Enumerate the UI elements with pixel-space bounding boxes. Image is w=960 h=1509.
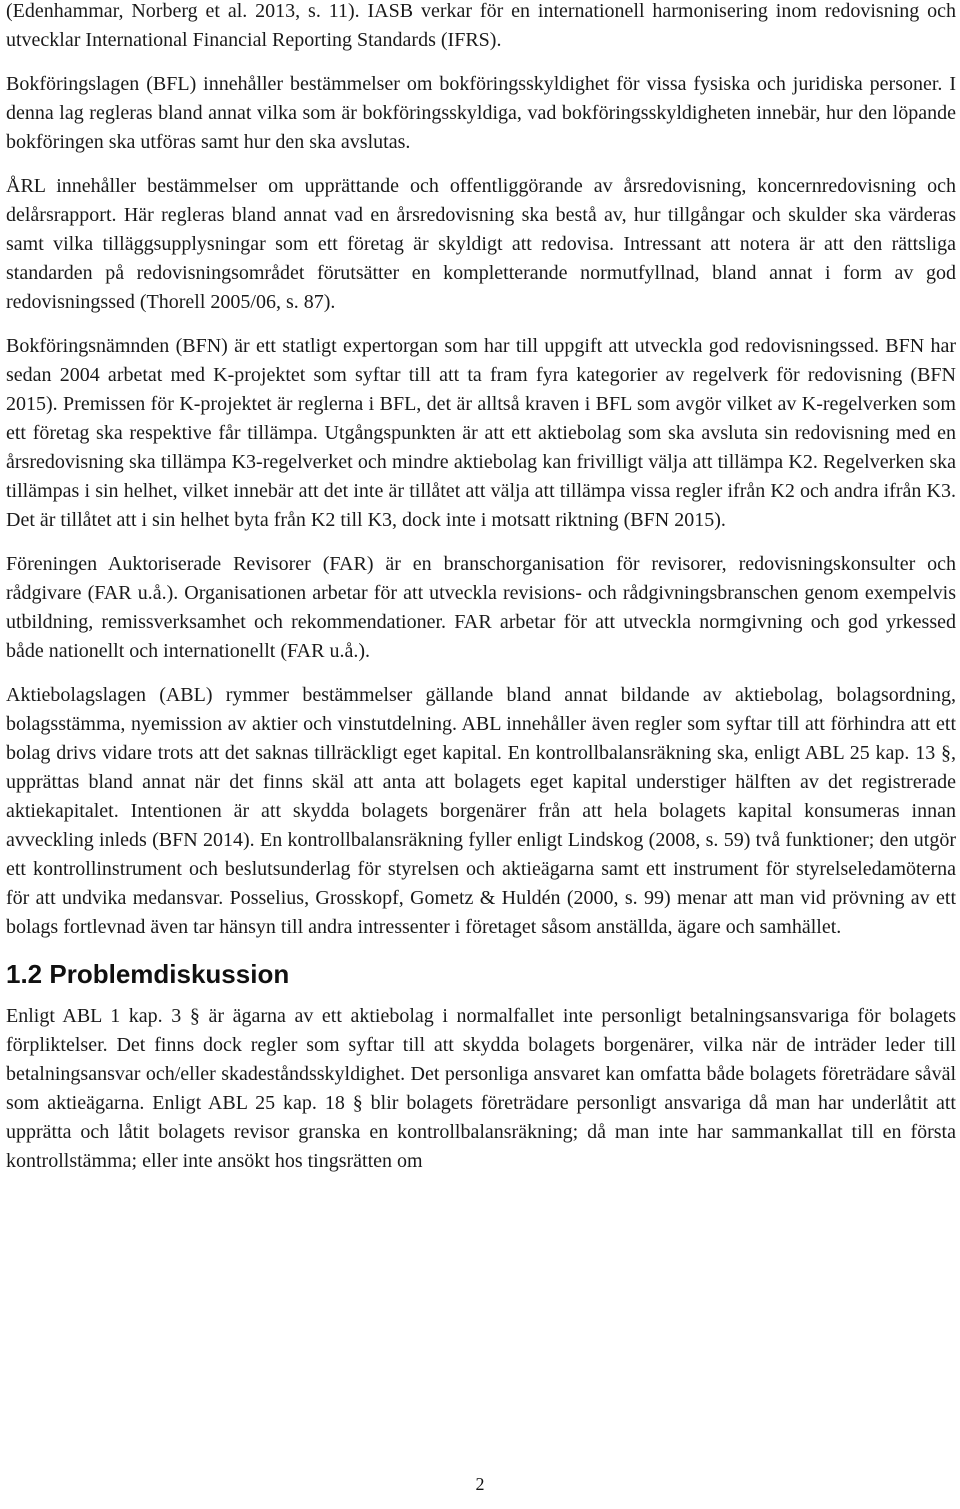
paragraph-arl: ÅRL innehåller bestämmelser om upprättande och offentliggörande av årsredovisning, koncernredovisning och delårsrapport. Här regleras bland annat vad en årsredovisning ska bestå av, hur tillgångar och skulder ska värderas samt vilka tilläggsupplysningar som ett företag är skyldigt att redovisa. Intressant att notera är att den rättsliga standarden på redovisningsområdet förutsätter en kompletterande normutfyllnad, bland annat i form av god redovisningssed (Thorell 2005/06, s. 87).: [6, 175, 956, 313]
document-page: [6, 0, 956, 1191]
paragraph-bfl: Bokföringslagen (BFL) innehåller bestämmelser om bokföringsskyldighet för vissa fysiska och juridiska personer. I denna lag regleras bland annat vilka som är bokföringsskyldiga, vad bokföringsskyldigheten innebär, hur den löpande bokföringen ska utföras samt hur den ska avslutas.: [6, 73, 956, 153]
paragraph-far: Föreningen Auktoriserade Revisorer (FAR) är en branschorganisation för revisorer, redovisningskonsulter och rådgivare (FAR u.å.). Organisationen arbetar för att utveckla revisions- och rådgivningsbranschen genom exempelvis utbildning, remissverksamhet och rekommendationer. FAR arbetar för att utveckla normgivning och god yrkessed både nationellt och internationellt (FAR u.å.).: [6, 553, 956, 662]
section-heading: 1.2 Problemdiskussion: [6, 959, 290, 989]
paragraph-abl: Aktiebolagslagen (ABL) rymmer bestämmelser gällande bland annat bildande av aktiebolag, bolagsordning, bolagsstämma, nyemission av aktier och vinstutdelning. ABL innehåller även regler som syftar till att förhindra att ett bolag drivs vidare trots att det saknas tillräckligt eget kapital. En kontrollbalansräkning ska, enligt ABL 25 kap. 13 §, upprättas bland annat när det finns skäl att anta att bolagets eget kapital understiger hälften av det registrerade aktiekapitalet. Intentionen är att skydda bolagets borgenärer från att hela bolagets kapital konsumeras innan avveckling inleds (BFN 2014). En kontrollbalansräkning fyller enligt Lindskog (2008, s. 59) två funktioner; den utgör ett kontrollinstrument och beslutsunderlag för styrelsen och aktieägarna samt ett instrument för styrelseledamöterna för att undvika medansvar. Posselius, Grosskopf, Gometz & Huldén (2000, s. 99) menar att man vid prövning av ett bolags fortlevnad även tar hänsyn till andra intressenter i företaget såsom anställda, ägare och samhället.: [6, 684, 956, 938]
paragraph-problem: Enligt ABL 1 kap. 3 § är ägarna av ett aktiebolag i normalfallet inte personligt betalningsansvariga för bolagets förpliktelser. Det finns dock regler som syftar till att skydda bolagets borgenärer, vilka när de inträder leder till betalningsansvar och/eller skadeståndsskyldighet. Det personliga ansvaret kan omfatta både bolagets företrädare såväl som aktieägarna. Enligt ABL 25 kap. 18 § blir bolagets företrädare personligt ansvariga då man har underlåtit att upprätta och låtit bolagets revisor granska en kontrollbalansräkning; då man inte har sammankallat till en första kontrollstämma; eller inte ansökt hos tingsrätten om: [6, 1005, 956, 1172]
page-number: 2: [475, 1474, 485, 1494]
paragraph-iasb: (Edenhammar, Norberg et al. 2013, s. 11). IASB verkar för en internationell harmonisering inom redovisning och utvecklar International Financial Reporting Standards (IFRS).: [6, 0, 956, 51]
paragraph-bfn: Bokföringsnämnden (BFN) är ett statligt expertorgan som har till uppgift att utveckla god redovisningssed. BFN har sedan 2004 arbetat med K-projektet som syftar till att ta fram fyra kategorier av regelverk för redovisning (BFN 2015). Premissen för K-projektet är reglerna i BFL, det är alltså kraven i BFL som avgör vilket av K-regelverken som ett företag ska respektive får tillämpa. Utgångspunkten är att ett aktiebolag som ska avsluta sin redovisning med en årsredovisning ska tillämpa K3-regelverket och mindre aktiebolag kan frivilligt välja att tillämpa K2. Regelverken ska tillämpas i sin helhet, vilket innebär att det inte är tillåtet att välja att tillämpa vissa regler ifrån K2 och andra ifrån K3. Det är tillåtet att i sin helhet byta från K2 till K3, dock inte i motsatt riktning (BFN 2015).: [6, 335, 956, 531]
